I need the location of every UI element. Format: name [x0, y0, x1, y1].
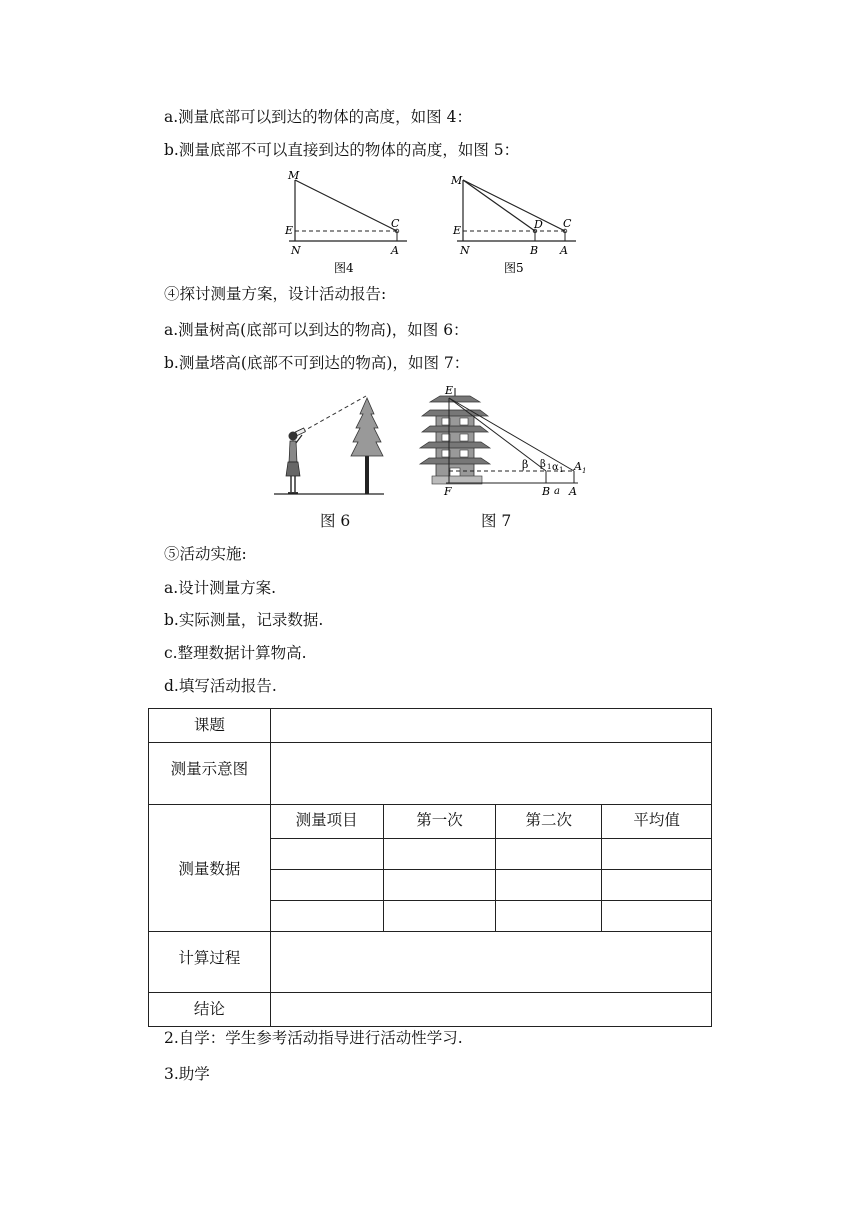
fig7-label-a1-sub: 1 — [582, 467, 587, 475]
fig4-label-m: M — [288, 169, 300, 182]
text-line-explore: ④探讨测量方案，设计活动报告: — [164, 285, 387, 303]
text-line-4: a.测量底部可以到达的物体的高度，如图 4： — [164, 108, 472, 126]
data-cell — [383, 870, 496, 901]
fig7-label-a1: A — [574, 460, 582, 473]
figure-5-diagram — [448, 168, 593, 274]
text-line-implement: ⑤活动实施: — [164, 545, 247, 563]
text-line-self-study: 2.自学：学生参考活动指导进行活动性学习. — [164, 1029, 463, 1047]
data-cell — [496, 839, 602, 870]
girl-figure-icon — [286, 428, 305, 493]
figure-4-diagram — [282, 168, 412, 274]
fig4-label-e: E — [285, 224, 294, 237]
activity-report-table — [148, 708, 712, 1027]
text-line-5: b.测量底部不可以直接到达的物体的高度，如图 5： — [164, 141, 520, 159]
header-first: 第一次 — [383, 805, 496, 839]
fig7-label-beta1-sub: 1 — [547, 463, 552, 471]
fig7-label-beta1: β — [540, 459, 546, 470]
text-line-7: b.测量塔高(底部不可到达的物高)，如图 7： — [164, 354, 470, 372]
data-cell — [383, 839, 496, 870]
fig6-caption: 图 6 — [320, 512, 351, 530]
calc-label: 计算过程 — [149, 932, 271, 993]
fig7-label-beta: β — [522, 458, 529, 471]
fig5-caption: 图5 — [504, 261, 524, 274]
header-average: 平均值 — [602, 805, 712, 839]
figure-7-diagram — [418, 382, 593, 500]
calc-cell — [270, 932, 711, 993]
fig5-label-c: C — [563, 217, 572, 230]
data-cell — [496, 901, 602, 932]
data-cell — [602, 901, 712, 932]
figure-6-illustration — [272, 392, 392, 500]
text-line-step-c: c.整理数据计算物高. — [164, 644, 307, 662]
topic-label: 课题 — [149, 709, 271, 743]
data-label: 测量数据 — [149, 805, 271, 932]
data-cell — [602, 839, 712, 870]
fig7-label-alpha1-sub: 1 — [559, 466, 564, 474]
fig7-label-a: A — [569, 485, 577, 498]
data-cell — [496, 870, 602, 901]
fig7-label-b: B — [542, 485, 551, 498]
data-cell — [602, 870, 712, 901]
header-second: 第二次 — [496, 805, 602, 839]
text-line-step-a: a.设计测量方案. — [164, 579, 277, 597]
fig4-label-n: N — [291, 244, 301, 257]
diagram-cell — [270, 743, 711, 805]
topic-cell — [270, 709, 711, 743]
text-line-step-d: d.填写活动报告. — [164, 677, 277, 695]
conclusion-cell — [270, 993, 711, 1027]
fig7-label-alpha: α — [552, 462, 559, 473]
fig5-label-b: B — [530, 244, 539, 257]
data-cell — [270, 839, 383, 870]
fig5-label-n: N — [460, 244, 470, 257]
fig7-label-f: F — [444, 485, 452, 498]
fig4-label-a: A — [391, 244, 399, 257]
fig7-caption: 图 7 — [481, 512, 512, 530]
fig4-label-c: C — [391, 217, 400, 230]
text-line-6: a.测量树高(底部可以到达的物高)，如图 6： — [164, 321, 469, 339]
text-line-step-b: b.实际测量，记录数据. — [164, 611, 324, 629]
text-line-help: 3.助学 — [164, 1065, 210, 1083]
tree-icon — [351, 398, 383, 494]
data-cell — [270, 870, 383, 901]
fig7-label-e: E — [445, 384, 454, 397]
data-cell — [270, 901, 383, 932]
diagram-label: 测量示意图 — [149, 743, 271, 805]
conclusion-label: 结论 — [149, 993, 271, 1027]
data-cell — [383, 901, 496, 932]
fig5-label-d: D — [534, 218, 543, 231]
fig5-label-e: E — [453, 224, 462, 237]
fig4-caption: 图4 — [334, 261, 354, 274]
header-item: 测量项目 — [270, 805, 383, 839]
fig5-label-m: M — [451, 174, 463, 187]
fig7-label-a-small: a — [554, 486, 560, 497]
fig5-label-a: A — [560, 244, 568, 257]
